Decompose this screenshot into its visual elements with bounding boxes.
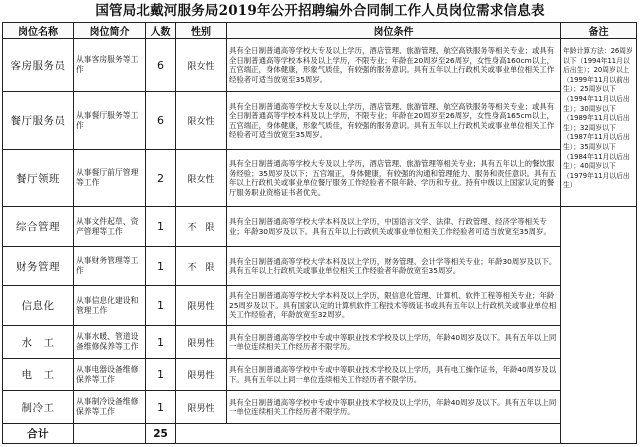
position-name: 制冷工 — [3, 391, 74, 424]
position-intro: 从事餐厅服务等工作 — [74, 92, 146, 150]
position-conditions: 具有全日制普通高等学校大学本科及以上学历，限信息化管理、计算机、软件工程等相关专业；年龄25周岁及以下。具有国家认定的计算机软件工程技术等级证书或具有五年以上行政机关或事业单位相关工作经验者，年龄放宽至32周岁。 — [227, 286, 561, 326]
document-title: 国管局北戴河服务局2019年公开招聘编外合同制工作人员岗位需求信息表 — [95, 3, 545, 19]
position-intro: 从事餐厅前厅管理等工作 — [74, 150, 146, 207]
position-intro: 从事电器设备维修保养等工作 — [74, 359, 146, 391]
position-sex: 限女性 — [176, 150, 227, 207]
note-empty-cell — [561, 207, 637, 444]
position-count: 1 — [146, 326, 176, 359]
position-sex: 不 限 — [176, 247, 227, 286]
position-count: 1 — [146, 359, 176, 391]
position-count: 1 — [146, 207, 176, 247]
table-row — [3, 247, 637, 286]
position-conditions: 具有全日制普通高等学校大专及以上学历，酒店管理、旅游管理、航空高铁服务等相关专业；或具有全日制普通高等学校本科及以上学历，不限专业；年龄在20周岁至26周岁，女性身高165cm以上，五官端正，身体健康，形象气质佳，有较强的服务意识。具有五年以上行政机关或事业单位相关工作经验者可适当放宽至35周岁。 — [227, 92, 561, 150]
position-intro: 从事信息化建设和管理工作 — [74, 286, 146, 326]
position-count: 6 — [146, 39, 176, 92]
position-name: 水 工 — [3, 326, 74, 359]
header-row — [3, 23, 637, 39]
position-name: 电 工 — [3, 359, 74, 391]
position-intro: 从事制冷设备维修保养等工作 — [74, 391, 146, 424]
position-sex: 限男性 — [176, 286, 227, 326]
position-name: 餐厅领班 — [3, 150, 74, 207]
header-name: 岗位名称 — [3, 23, 74, 39]
position-name: 信息化 — [3, 286, 74, 326]
header-count: 人数 — [146, 23, 176, 39]
table-row — [3, 39, 637, 92]
position-intro: 从事水暖、管道设备维修保养等工作 — [74, 326, 146, 359]
header-intro: 岗位简介 — [74, 23, 146, 39]
total-empty-cell — [176, 424, 561, 444]
header-conditions: 岗位条件 — [227, 23, 561, 39]
total-row — [3, 424, 637, 444]
total-empty-cell — [74, 424, 146, 444]
position-conditions: 具有全日制普通高等学校大学本科及以上学历，中国语言文学、法律、行政管理、经济学等相关专业；年龄30周岁及以下。具有五年以上行政机关或事业单位相关工作经验者可适当放宽至35周岁。 — [227, 207, 561, 247]
position-count: 1 — [146, 391, 176, 424]
table-row — [3, 286, 637, 326]
position-conditions: 具有全日制普通高等学校大专及以上学历，酒店管理、旅游管理等相关专业；具有五年以上的餐饮服务经验；35周岁及以下；五官端正，身体健康，有较强的沟通和管理能力、服务和责任意识。具有五年以上行政机关或事业单位餐厅服务工作经验者不限年龄、学历和专业。持有中级以上国家认定的餐厅服务职业资格证书者优先。 — [227, 150, 561, 207]
position-sex: 限男性 — [176, 326, 227, 359]
table-row — [3, 359, 637, 391]
position-count: 6 — [146, 92, 176, 150]
position-name: 财务管理 — [3, 247, 74, 286]
position-intro: 从事客房服务等工作 — [74, 39, 146, 92]
position-conditions: 具有全日制普通高等学校中专或中等职业技术学校及以上学历，年龄40周岁及以下。具有五年以上同一单位连续相关工作经历者不限学历。 — [227, 391, 561, 424]
position-name: 客房服务员 — [3, 39, 74, 92]
position-sex: 限女性 — [176, 39, 227, 92]
table-row — [3, 150, 637, 207]
position-conditions: 具有全日制普通高等学校中专或中等职业技术学校及以上学历，具有电工操作证书，年龄40周岁及以下。具有五年以上同一单位连续相关工作经历者不限学历。 — [227, 359, 561, 391]
position-sex: 不 限 — [176, 207, 227, 247]
position-count: 1 — [146, 247, 176, 286]
table-row — [3, 207, 637, 247]
position-name: 综合管理 — [3, 207, 74, 247]
position-conditions: 具有全日制普通高等学校大专及以上学历，酒店管理、旅游管理、航空高铁服务等相关专业；或具有全日制普通高等学校本科及以上学历，不限专业；年龄在20周岁至26周岁，女性身高160cm以上，五官端正，身体健康，形象气质佳，有较强的服务意识。具有五年以上行政机关或事业单位相关工作经验者可适当放宽至35周岁。 — [227, 39, 561, 92]
header-sex: 性别 — [176, 23, 227, 39]
position-count: 2 — [146, 150, 176, 207]
table-row — [3, 326, 637, 359]
position-count: 1 — [146, 286, 176, 326]
position-conditions: 具有全日制普通高等学校中专或中等职业技术学校及以上学历，年龄40周岁及以下。具有五年以上同一单位连续相关工作经历者不限学历。 — [227, 326, 561, 359]
table-row — [3, 391, 637, 424]
total-count: 25 — [146, 424, 176, 444]
position-sex: 限女性 — [176, 92, 227, 150]
position-conditions: 具有全日制普通高等学校大学本科及以上学历，财务管理、会计学等相关专业；年龄30周岁及以下。具有五年以上行政机关或事业单位相关工作经验者年龄放宽至35周岁。 — [227, 247, 561, 286]
age-calculation-note: 年龄计算方法：26周岁以下（1994年11月以后出生）；20周岁以上（1999年11月以前出生）；25周岁以下（1994年11月以后出生）；30周岁以下（1989年11月以后出生）；32周岁以下（1987年11月以后出生）；35周岁以下（1984年11月以后出生）；40周岁以下（1979年11月以后出生） — [561, 39, 637, 207]
position-intro: 从事财务管理等工作 — [74, 247, 146, 286]
position-sex: 限男性 — [176, 359, 227, 391]
position-sex: 限男性 — [176, 391, 227, 424]
position-name: 餐厅服务员 — [3, 92, 74, 150]
header-note: 备注 — [561, 23, 637, 39]
total-label: 合计 — [3, 424, 74, 444]
recruitment-table — [2, 22, 637, 444]
table-row — [3, 92, 637, 150]
position-intro: 从事文件起草、资产管理等工作 — [74, 207, 146, 247]
